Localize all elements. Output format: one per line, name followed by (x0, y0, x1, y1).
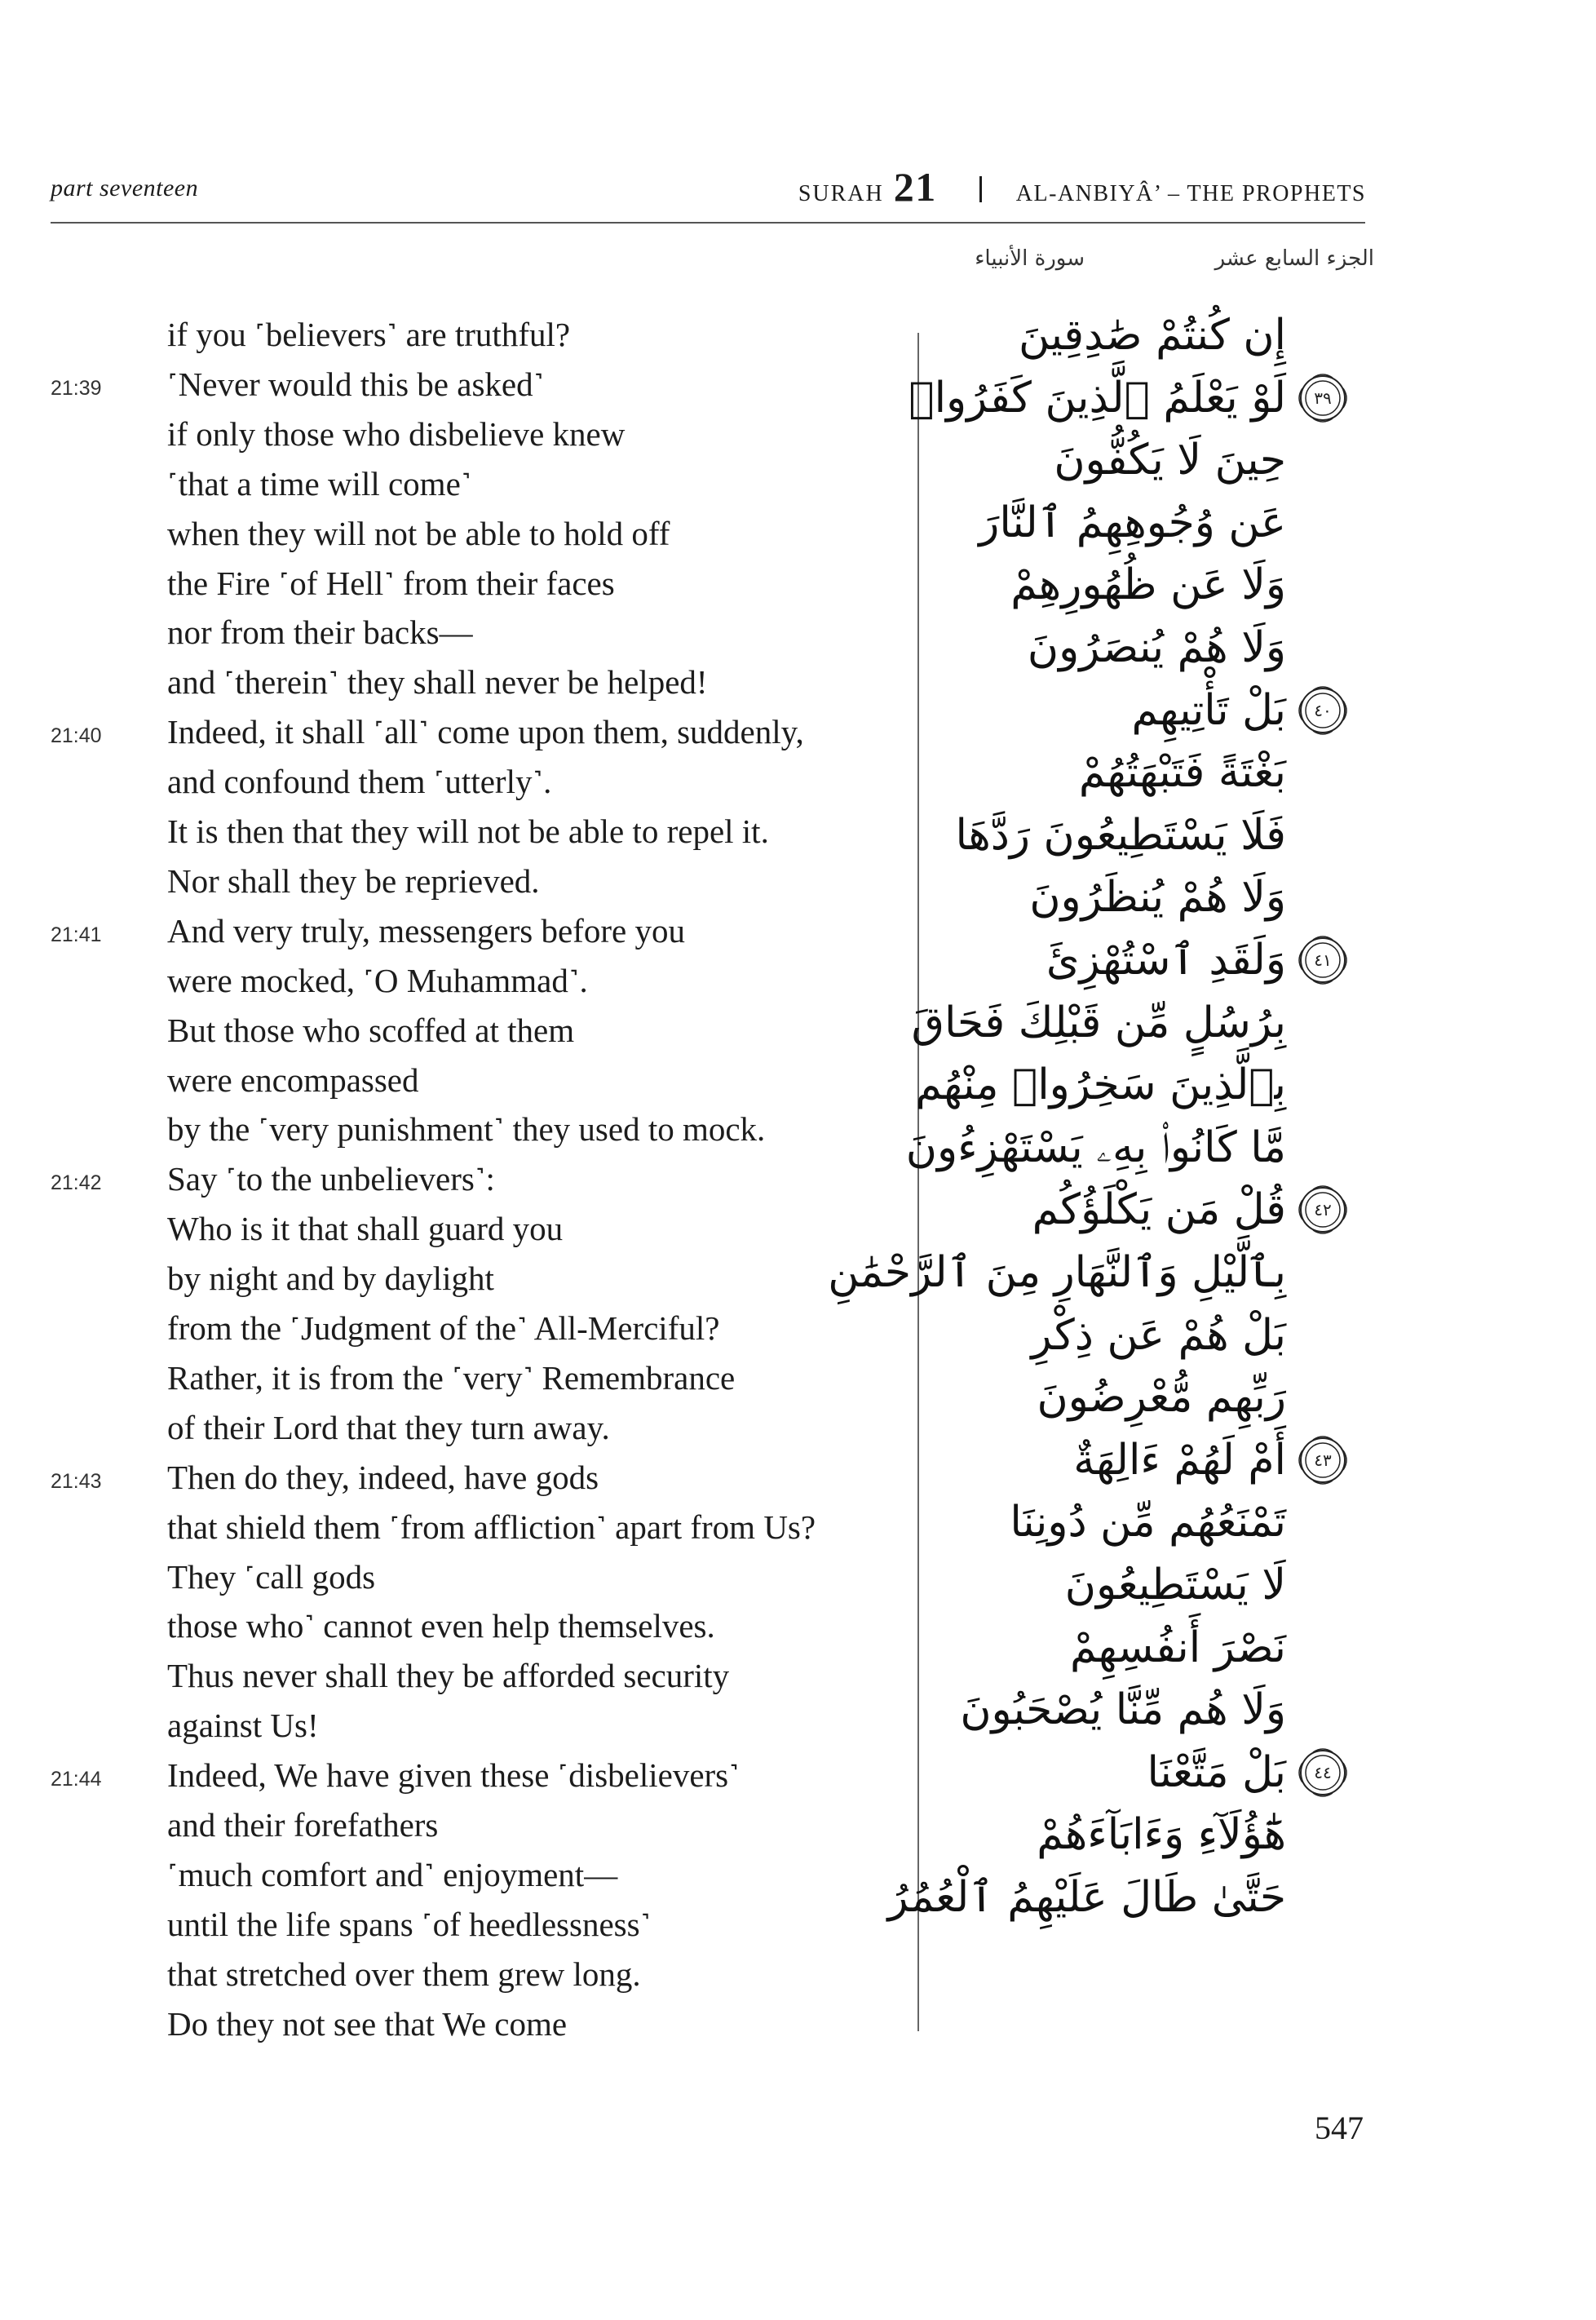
arabic-verse-line: وَلَا هُم مِّنَّا يُصْحَبُونَ (960, 1685, 1286, 1735)
translation-line: They ˹call gods (167, 1557, 376, 1596)
arabic-verse-line: بَلْ هُمْ عَن ذِكْرِ (1031, 1310, 1286, 1360)
translation-line: and confound them ˹utterly˺. (167, 763, 552, 801)
translation-line: Rather, it is from the ˹very˺ Remembrance (167, 1358, 736, 1397)
arabic-verse-line: حَتَّىٰ طَالَ عَلَيْهِمُ ٱلْعُمُرُ (887, 1873, 1286, 1922)
translation-line: by the ˹very punishment˺ they used to mock. (167, 1110, 766, 1149)
translation-line: Indeed, it shall ˹all˺ come upon them, suddenly, (167, 713, 804, 751)
arabic-verse-line: بَلْ مَتَّعْنَا (1147, 1747, 1286, 1797)
ayah-marker-icon (1295, 683, 1351, 738)
verse-number: 21:42 (51, 1171, 102, 1195)
translation-line: of their Lord that they turn away. (167, 1408, 610, 1446)
ayah-marker-icon (1295, 1432, 1351, 1488)
translation-line: But those who scoffed at them (167, 1011, 575, 1049)
arabic-verse-line: فَلَا يَسْتَطِيعُونَ رَدَّهَا (955, 810, 1286, 860)
arabic-verse-line: مَّا كَانُوا۟ بِهِۦ يَسْتَهْزِءُونَ (905, 1122, 1286, 1172)
translation-line: and ˹therein˺ they shall never be helped! (167, 663, 708, 702)
arabic-verse-line: إِن كُنتُمْ صَٰدِقِينَ (1018, 311, 1286, 360)
translation-line: when they will not be able to hold off (167, 514, 670, 552)
header-rule (51, 222, 1365, 224)
arabic-verse-line: بَغْتَةً فَتَبْهَتُهُمْ (1078, 748, 1286, 798)
translation-line: that shield them ˹from affliction˺ apart from Us? (167, 1508, 816, 1546)
arabic-verse-line: وَلَقَدِ ٱسْتُهْزِئَ (1046, 936, 1286, 985)
running-head-part: part seventeen (51, 175, 199, 201)
translation-line: by night and by daylight (167, 1260, 494, 1298)
translation-line: ˹much comfort and˺ enjoyment— (167, 1855, 618, 1893)
ayah-marker-icon (1295, 370, 1351, 426)
ayah-marker-icon (1295, 932, 1351, 988)
ayah-number: ٤١ (1314, 950, 1332, 970)
arabic-verse-line: وَلَا عَن ظُهُورِهِمْ (1010, 560, 1286, 610)
ayah-number: ٤٢ (1314, 1200, 1332, 1220)
translation-line: were mocked, ˹O Muhammad˺. (167, 961, 588, 999)
ayah-number: ٣٩ (1314, 387, 1332, 408)
verse-number: 21:41 (51, 923, 102, 946)
arabic-verse-line: بِٱلَّذِينَ سَخِرُوا۟ مِنْهُم (915, 1060, 1286, 1110)
column-divider (917, 333, 919, 2031)
translation-line: from the ˹Judgment of the˺ All-Merciful? (167, 1309, 720, 1347)
ayah-number: ٤٤ (1314, 1762, 1332, 1782)
header-separator (979, 176, 982, 202)
page-number: 547 (1315, 2110, 1364, 2146)
arabic-verse-line: قُلْ مَن يَكْلَؤُكُم (1032, 1185, 1286, 1235)
translation-line: Then do they, indeed, have gods (167, 1458, 599, 1496)
surah-title: AL-ANBIYÂ’ – THE PROPHETS (1015, 181, 1366, 206)
surah-number: 21 (893, 164, 937, 210)
arabic-verse-line: أَمْ لَهُمْ ءَالِهَةٌ (1073, 1435, 1286, 1485)
translation-line: And very truly, messengers before you (167, 911, 685, 950)
arabic-verse-line: وَلَا هُمْ يُنظَرُونَ (1029, 873, 1286, 923)
ayah-number: ٤٣ (1314, 1450, 1332, 1470)
translation-line: Who is it that shall guard you (167, 1210, 564, 1248)
translation-line: if you ˹believers˺ are truthful? (167, 316, 571, 353)
translation-line: Say ˹to the unbelievers˺: (167, 1160, 495, 1198)
translation-line: ˹Never would this be asked˺ (167, 365, 545, 403)
translation-line: the Fire ˹of Hell˺ from their faces (167, 564, 615, 602)
verse-number: 21:39 (51, 376, 102, 400)
arabic-verse-line: بِرُسُلٍ مِّن قَبْلِكَ فَحَاقَ (911, 998, 1286, 1047)
arabic-verse-line: رَبِّهِم مُّعْرِضُونَ (1037, 1373, 1286, 1423)
arabic-surah-label: سورة الأنبياء (975, 246, 1085, 271)
translation-line: those who˺ cannot even help themselves. (167, 1607, 715, 1645)
running-head-surah (798, 163, 1366, 210)
translation-line: and their forefathers (167, 1806, 439, 1844)
arabic-verse-line: وَلَا هُمْ يُنصَرُونَ (1027, 623, 1286, 672)
arabic-running-head (917, 246, 1374, 287)
ayah-number: ٤٠ (1314, 700, 1332, 720)
verse-number: 21:44 (51, 1768, 102, 1791)
arabic-verse-line: هَٰٓؤُلَآءِ وَءَابَآءَهُمْ (1037, 1810, 1286, 1860)
translation-line: Do they not see that We come (167, 2004, 568, 2043)
arabic-verse-line: لَا يَسْتَطِيعُونَ (1064, 1561, 1286, 1609)
arabic-part-label: الجزء السابع عشر (1214, 246, 1374, 271)
arabic-verse-line: لَوْ يَعْلَمُ ٱلَّذِينَ كَفَرُوا۟ (909, 373, 1286, 423)
translation-line: ˹that a time will come˺ (167, 464, 472, 503)
translation-line: until the life spans ˹of heedlessness˺ (167, 1905, 652, 1943)
translation-line: Nor shall they be reprieved. (167, 861, 540, 900)
translation-line: against Us! (167, 1707, 319, 1745)
verse-number: 21:40 (51, 724, 102, 748)
translation-line: if only those who disbelieve knew (167, 414, 626, 453)
translation-line: Indeed, We have given these ˹disbelievers˺ (167, 1756, 740, 1795)
translation-line: nor from their backs— (167, 613, 473, 652)
arabic-verse-line: عَن وُجُوهِهِمُ ٱلنَّارَ (979, 498, 1286, 547)
arabic-verse-line: نَصْرَ أَنفُسِهِمْ (1070, 1623, 1286, 1672)
arabic-verse-line: بِٱلَّيْلِ وَٱلنَّهَارِ مِنَ ٱلرَّحْمَٰنِ (828, 1248, 1286, 1297)
translation-line: were encompassed (167, 1060, 419, 1099)
translation-line: It is then that they will not be able to repel it. (167, 812, 769, 850)
verse-number: 21:43 (51, 1469, 102, 1493)
arabic-verse-line: حِينَ لَا يَكُفُّونَ (1054, 436, 1286, 485)
surah-label: SURAH (798, 181, 884, 206)
arabic-verse-line: بَلْ تَأْتِيهِم (1131, 685, 1286, 735)
ayah-marker-icon (1295, 1182, 1351, 1237)
translation-line: Thus never shall they be afforded security (167, 1657, 730, 1695)
ayah-marker-icon (1295, 1745, 1351, 1800)
arabic-verse-line: تَمْنَعُهُم مِّن دُونِنَا (1010, 1498, 1286, 1547)
translation-line: that stretched over them grew long. (167, 1955, 641, 1993)
